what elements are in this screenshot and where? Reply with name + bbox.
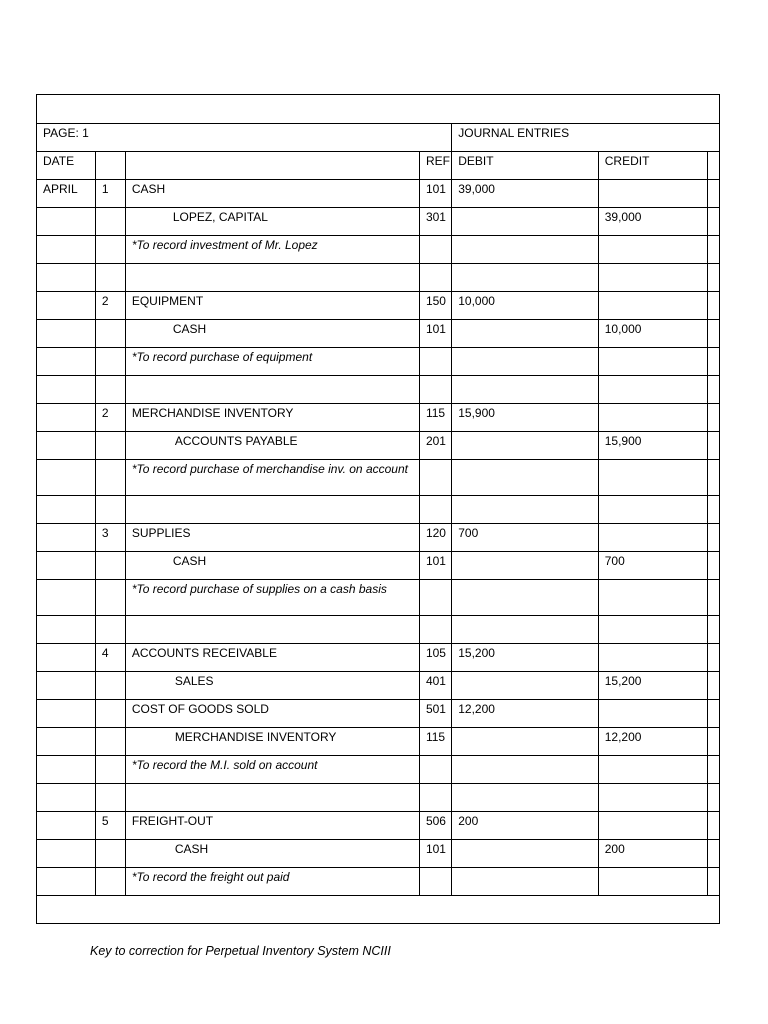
journal-line (37, 552, 720, 580)
entry-day: 2 (95, 292, 125, 320)
ref-number: 105 (419, 644, 451, 672)
credit-amount: 15,200 (598, 672, 708, 700)
entry-day (95, 208, 125, 236)
entry-month (37, 524, 96, 552)
entry-memo-row (37, 868, 720, 896)
account-title: MERCHANDISE INVENTORY (125, 404, 419, 432)
ref-number: 101 (419, 320, 451, 348)
entry-day (95, 728, 125, 756)
entry-day (95, 700, 125, 728)
journal-line (37, 432, 720, 460)
credit-amount (598, 700, 708, 728)
journal-line (37, 728, 720, 756)
entry-month (37, 672, 96, 700)
entry-memo-row (37, 756, 720, 784)
debit-amount: 200 (452, 812, 598, 840)
debit-amount (452, 552, 598, 580)
entry-memo: *To record investment of Mr. Lopez (125, 236, 419, 264)
ref-number: 115 (419, 728, 451, 756)
entry-memo: *To record purchase of supplies on a cash basis (125, 580, 419, 616)
ref-number: 201 (419, 432, 451, 460)
entry-memo: *To record purchase of merchandise inv. on account (125, 460, 419, 496)
journal-line (37, 700, 720, 728)
entry-day (95, 672, 125, 700)
debit-amount: 15,900 (452, 404, 598, 432)
entry-day: 2 (95, 404, 125, 432)
account-title: CASH (125, 552, 419, 580)
entry-day: 1 (95, 180, 125, 208)
ref-number: 506 (419, 812, 451, 840)
ref-number: 101 (419, 552, 451, 580)
entry-month (37, 812, 96, 840)
journal-line (37, 644, 720, 672)
debit-amount (452, 728, 598, 756)
footer-note: Key to correction for Perpetual Inventory System NCIII (90, 944, 391, 958)
account-title: CASH (125, 840, 419, 868)
ref-number: 101 (419, 840, 451, 868)
account-title: COST OF GOODS SOLD (125, 700, 419, 728)
credit-amount: 39,000 (598, 208, 708, 236)
account-title: LOPEZ, CAPITAL (125, 208, 419, 236)
credit-amount (598, 644, 708, 672)
entry-day (95, 432, 125, 460)
blank-row (37, 784, 720, 812)
entry-memo-row (37, 236, 720, 264)
entry-day (95, 320, 125, 348)
credit-amount (598, 404, 708, 432)
debit-amount (452, 840, 598, 868)
ref-number: 301 (419, 208, 451, 236)
journal-line (37, 672, 720, 700)
page-number: PAGE: 1 (37, 124, 452, 152)
blank-row (37, 376, 720, 404)
entry-month: APRIL (37, 180, 96, 208)
ref-number: 401 (419, 672, 451, 700)
entry-memo: *To record the freight out paid (125, 868, 419, 896)
journal-table (36, 94, 720, 924)
blank-row (37, 264, 720, 292)
journal-line (37, 180, 720, 208)
credit-amount: 12,200 (598, 728, 708, 756)
journal-line (37, 292, 720, 320)
credit-amount: 700 (598, 552, 708, 580)
account-title: ACCOUNTS RECEIVABLE (125, 644, 419, 672)
credit-amount (598, 292, 708, 320)
column-header-row (37, 152, 720, 180)
entry-day: 5 (95, 812, 125, 840)
journal-line (37, 840, 720, 868)
account-title: CASH (125, 180, 419, 208)
date-header: DATE (37, 152, 96, 180)
blank-row (37, 616, 720, 644)
debit-amount (452, 208, 598, 236)
credit-amount (598, 524, 708, 552)
debit-amount: 700 (452, 524, 598, 552)
credit-amount: 15,900 (598, 432, 708, 460)
account-title: SUPPLIES (125, 524, 419, 552)
debit-amount (452, 432, 598, 460)
entry-month (37, 728, 96, 756)
account-title: MERCHANDISE INVENTORY (125, 728, 419, 756)
journal-body (37, 95, 720, 924)
ref-number: 120 (419, 524, 451, 552)
ref-header: REF (419, 152, 451, 180)
account-title: CASH (125, 320, 419, 348)
ref-number: 150 (419, 292, 451, 320)
account-title: FREIGHT-OUT (125, 812, 419, 840)
entry-day (95, 840, 125, 868)
ref-number: 115 (419, 404, 451, 432)
journal-title: JOURNAL ENTRIES (452, 124, 720, 152)
debit-header: DEBIT (452, 152, 598, 180)
credit-amount: 10,000 (598, 320, 708, 348)
debit-amount (452, 672, 598, 700)
journal-line (37, 812, 720, 840)
entry-memo: *To record purchase of equipment (125, 348, 419, 376)
ref-number: 101 (419, 180, 451, 208)
entry-memo: *To record the M.I. sold on account (125, 756, 419, 784)
entry-day: 3 (95, 524, 125, 552)
entry-day (95, 552, 125, 580)
entry-month (37, 840, 96, 868)
account-title: SALES (125, 672, 419, 700)
entry-day: 4 (95, 644, 125, 672)
entry-memo-row (37, 580, 720, 616)
credit-amount (598, 812, 708, 840)
top-blank-row (37, 95, 720, 124)
entry-month (37, 700, 96, 728)
debit-amount: 15,200 (452, 644, 598, 672)
ref-number: 501 (419, 700, 451, 728)
entry-month (37, 320, 96, 348)
bottom-blank-row (37, 896, 720, 924)
credit-amount: 200 (598, 840, 708, 868)
credit-amount (598, 180, 708, 208)
debit-amount: 39,000 (452, 180, 598, 208)
debit-amount: 12,200 (452, 700, 598, 728)
entry-month (37, 292, 96, 320)
account-title: EQUIPMENT (125, 292, 419, 320)
entry-memo-row (37, 460, 720, 496)
journal-line (37, 320, 720, 348)
blank-row (37, 496, 720, 524)
debit-amount: 10,000 (452, 292, 598, 320)
account-title: ACCOUNTS PAYABLE (125, 432, 419, 460)
page-header-row (37, 124, 720, 152)
debit-amount (452, 320, 598, 348)
journal-line (37, 208, 720, 236)
entry-month (37, 404, 96, 432)
journal-line (37, 404, 720, 432)
entry-month (37, 552, 96, 580)
journal-line (37, 524, 720, 552)
entry-memo-row (37, 348, 720, 376)
entry-month (37, 208, 96, 236)
entry-month (37, 644, 96, 672)
entry-month (37, 432, 96, 460)
credit-header: CREDIT (598, 152, 708, 180)
